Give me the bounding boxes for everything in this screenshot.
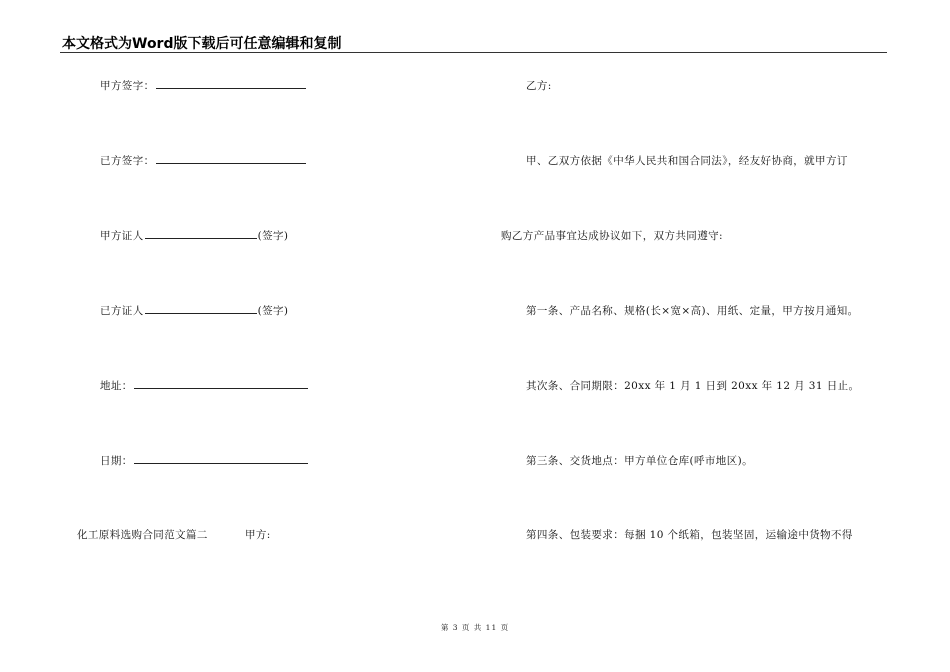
section-title: 化工原料选购合同范文篇二 bbox=[77, 529, 208, 541]
clause-3: 第三条、交货地点：甲方单位仓库(呼市地区)。 bbox=[526, 455, 753, 467]
party-b-witness-blank bbox=[145, 304, 257, 314]
document-header-title: 本文格式为Word版下载后可任意编辑和复制 bbox=[62, 36, 342, 52]
party-b-signature-label: 已方签字： bbox=[100, 155, 155, 167]
date-line bbox=[100, 454, 309, 468]
intro-paragraph-line-1: 甲、乙双方依据《中华人民共和国合同法》，经友好协商，就甲方订 bbox=[526, 155, 848, 167]
party-a-witness-line bbox=[100, 229, 288, 243]
party-b-signature-line bbox=[100, 154, 307, 168]
party-b-signature-blank bbox=[156, 154, 306, 164]
party-a-witness-suffix: (签字) bbox=[257, 230, 289, 242]
section-party-a-label: 甲方: bbox=[245, 529, 271, 541]
clause-1: 第一条、产品名称、规格(长×宽×高)、用纸、定量，甲方按月通知。 bbox=[526, 305, 859, 317]
party-b-witness-suffix: (签字) bbox=[257, 305, 289, 317]
party-a-signature-blank bbox=[156, 79, 306, 89]
address-blank bbox=[134, 379, 308, 389]
date-label: 日期： bbox=[100, 455, 133, 467]
address-label: 地址： bbox=[100, 380, 133, 392]
clause-4: 第四条、包装要求：每捆 10 个纸箱，包装坚固，运输途中货物不得 bbox=[526, 529, 853, 541]
date-blank bbox=[134, 454, 308, 464]
header-divider bbox=[60, 52, 887, 53]
page-number-footer: 第 3 页 共 11 页 bbox=[440, 623, 510, 632]
party-a-signature-label: 甲方签字： bbox=[100, 80, 155, 92]
intro-paragraph-line-2: 购乙方产品事宜达成协议如下，双方共同遵守: bbox=[501, 230, 723, 242]
party-b-witness-label: 已方证人 bbox=[100, 305, 144, 317]
party-a-witness-label: 甲方证人 bbox=[100, 230, 144, 242]
address-line bbox=[100, 379, 309, 393]
party-a-witness-blank bbox=[145, 229, 257, 239]
party-a-signature-line bbox=[100, 79, 307, 93]
party-b-witness-line bbox=[100, 304, 288, 318]
party-b-label: 乙方: bbox=[526, 80, 552, 92]
clause-2: 其次条、合同期限：20xx 年 1 月 1 日到 20xx 年 12 月 31 日止。 bbox=[526, 380, 860, 392]
